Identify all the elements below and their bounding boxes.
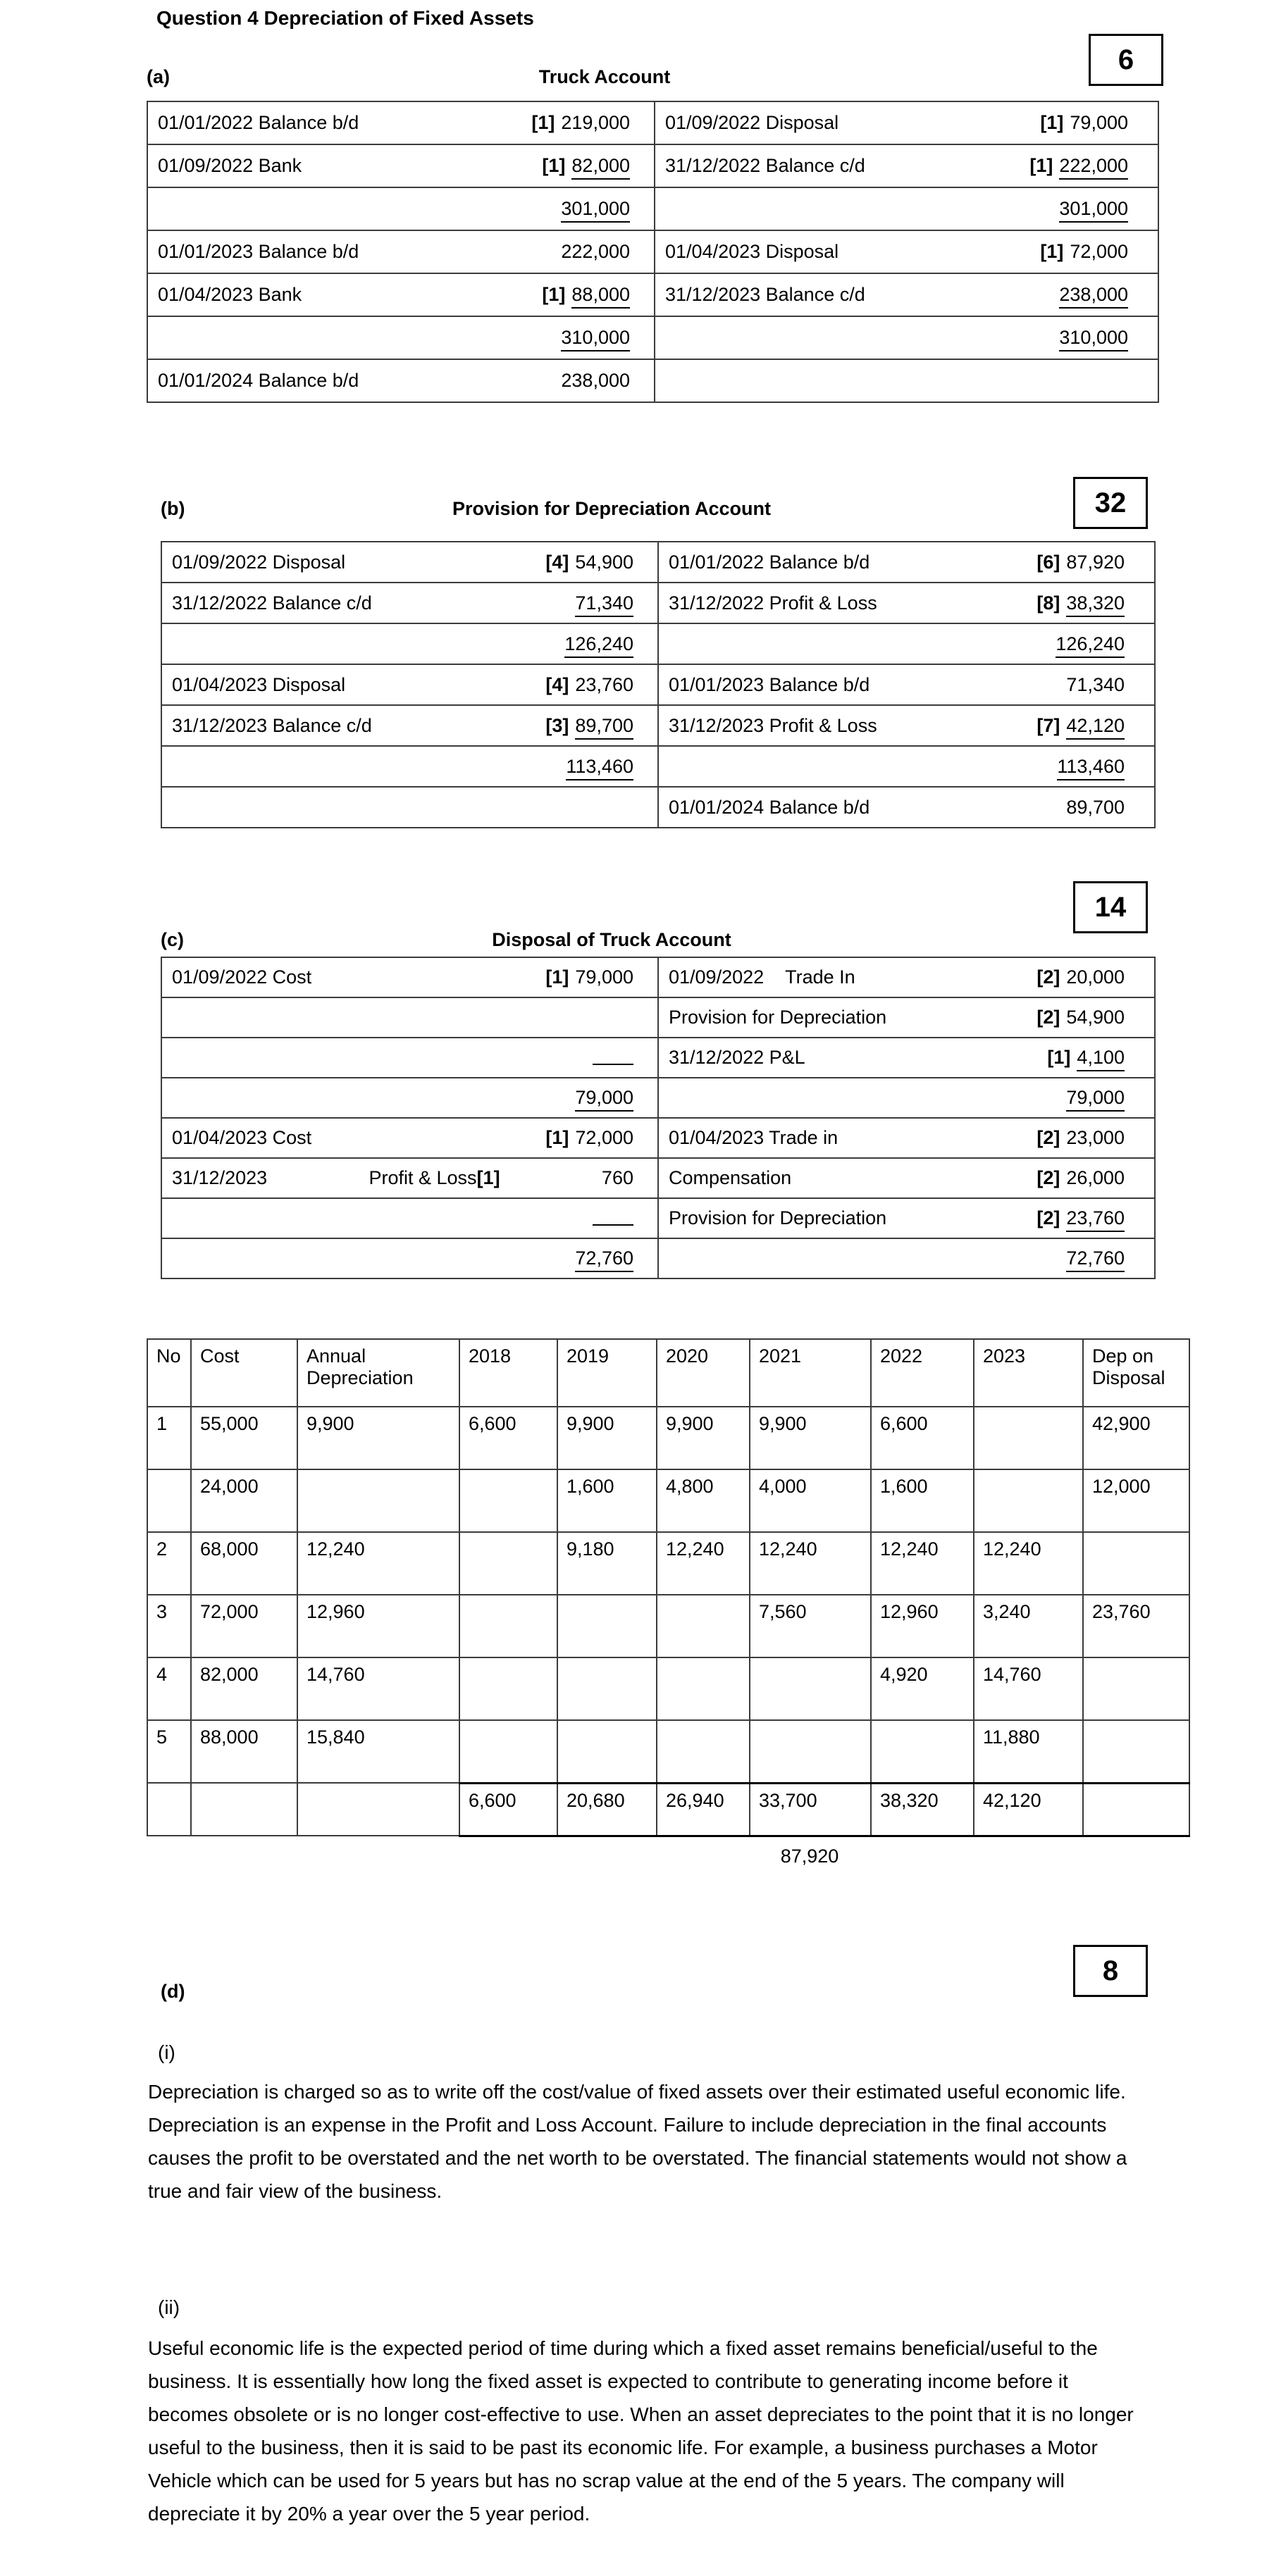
sched-cell: 1,600 bbox=[557, 1469, 657, 1532]
entry-desc bbox=[161, 787, 510, 828]
account-row bbox=[161, 787, 1155, 828]
entry-desc: 31/12/2023 Balance c/d bbox=[655, 273, 993, 316]
mark-ref: [1] bbox=[545, 966, 569, 988]
sched-header: No bbox=[147, 1339, 191, 1407]
entry-amt bbox=[510, 664, 658, 705]
sched-cell bbox=[750, 1720, 871, 1783]
entry-desc bbox=[161, 1078, 510, 1118]
page-title: Question 4 Depreciation of Fixed Assets bbox=[156, 7, 534, 29]
profit-loss-line bbox=[172, 1167, 657, 1189]
amt-value: 89,700 bbox=[575, 715, 633, 740]
mark-ref: [2] bbox=[1036, 1007, 1060, 1028]
entry-desc: 01/04/2023 Bank bbox=[147, 273, 500, 316]
amt-value: 72,000 bbox=[1070, 241, 1128, 262]
entry-desc: 01/01/2024 Balance b/d bbox=[147, 359, 500, 402]
amt-value: 113,460 bbox=[566, 756, 633, 780]
amt-value: 72,000 bbox=[575, 1127, 633, 1148]
sched-total-cell: 38,320 bbox=[871, 1783, 974, 1836]
sched-cell: 6,600 bbox=[871, 1407, 974, 1469]
sched-header: Annual Depreciation bbox=[297, 1339, 459, 1407]
sched-cell: 14,760 bbox=[297, 1657, 459, 1720]
entry-desc: 01/01/2023 Balance b/d bbox=[658, 664, 986, 705]
entry-amt bbox=[500, 187, 655, 230]
sched-row bbox=[147, 1720, 1189, 1783]
sched-cell: 4 bbox=[147, 1657, 191, 1720]
mark-ref: [2] bbox=[1036, 966, 1060, 988]
sched-cell bbox=[459, 1657, 557, 1720]
sched-header: Dep on Disposal bbox=[1083, 1339, 1189, 1407]
account-row bbox=[147, 187, 1158, 230]
entry-amt bbox=[510, 1198, 658, 1238]
sched-cell: 6,600 bbox=[459, 1407, 557, 1469]
amt-value: 71,340 bbox=[1066, 673, 1125, 695]
amt-value: 301,000 bbox=[561, 198, 630, 223]
account-row bbox=[161, 1158, 1155, 1198]
sched-header-row bbox=[147, 1339, 1189, 1407]
amt-value: 760 bbox=[601, 1167, 633, 1188]
sched-cell: 7,560 bbox=[750, 1595, 871, 1657]
entry-desc bbox=[161, 746, 510, 787]
entry-desc: 01/09/2022 Disposal bbox=[161, 542, 510, 583]
account-row bbox=[147, 273, 1158, 316]
entry-desc bbox=[161, 1238, 510, 1278]
blank-total-line bbox=[593, 1206, 633, 1226]
entry-amt bbox=[510, 1238, 658, 1278]
entry-amt bbox=[993, 316, 1158, 359]
entry-amt bbox=[986, 1158, 1155, 1198]
entry-desc bbox=[147, 187, 500, 230]
entry-amt bbox=[510, 1038, 658, 1078]
sched-header: 2022 bbox=[871, 1339, 974, 1407]
sched-row bbox=[147, 1469, 1189, 1532]
sched-cell: 4,920 bbox=[871, 1657, 974, 1720]
amt-value: 71,340 bbox=[575, 592, 633, 617]
sched-cell bbox=[657, 1595, 750, 1657]
sched-cell: 12,240 bbox=[871, 1532, 974, 1595]
account-row bbox=[161, 746, 1155, 787]
mark-ref: [1] bbox=[1047, 1047, 1071, 1068]
amt-value: 54,900 bbox=[1066, 1007, 1125, 1028]
sched-cell: 82,000 bbox=[191, 1657, 297, 1720]
sched-cell: 9,900 bbox=[557, 1407, 657, 1469]
entry-desc: 01/04/2023 Disposal bbox=[161, 664, 510, 705]
amt-value: 20,000 bbox=[1066, 966, 1125, 988]
entry-amt bbox=[993, 144, 1158, 187]
entry-amt bbox=[986, 1198, 1155, 1238]
amt-value: 310,000 bbox=[1059, 327, 1128, 351]
sched-cell: 12,240 bbox=[297, 1532, 459, 1595]
entry-amt bbox=[986, 746, 1155, 787]
provision-account-table bbox=[161, 541, 1156, 828]
sched-cell: 5 bbox=[147, 1720, 191, 1783]
entry-desc bbox=[658, 623, 986, 664]
sched-total-cell: 26,940 bbox=[657, 1783, 750, 1836]
entry-desc: Provision for Depreciation bbox=[658, 1198, 986, 1238]
sched-header: 2019 bbox=[557, 1339, 657, 1407]
account-row bbox=[161, 1238, 1155, 1278]
sched-header: 2020 bbox=[657, 1339, 750, 1407]
sched-cell: 55,000 bbox=[191, 1407, 297, 1469]
entry-desc: 31/12/2022 Balance c/d bbox=[655, 144, 993, 187]
entry-desc bbox=[161, 997, 510, 1038]
sched-cell: 2 bbox=[147, 1532, 191, 1595]
account-row bbox=[147, 144, 1158, 187]
sched-cell bbox=[974, 1407, 1083, 1469]
entry-amt bbox=[510, 583, 658, 623]
sched-totals-row bbox=[147, 1783, 1189, 1836]
sched-cell: 23,760 bbox=[1083, 1595, 1189, 1657]
entry-desc bbox=[655, 316, 993, 359]
amt-value: 72,760 bbox=[1066, 1247, 1125, 1272]
sched-header: 2021 bbox=[750, 1339, 871, 1407]
entry-desc bbox=[655, 187, 993, 230]
sched-cell: 14,760 bbox=[974, 1657, 1083, 1720]
amt-value: 72,760 bbox=[575, 1247, 633, 1272]
entry-amt bbox=[986, 542, 1155, 583]
entry-amt bbox=[510, 957, 658, 997]
entry-amt bbox=[510, 787, 658, 828]
account-heading-b: Provision for Depreciation Account bbox=[452, 498, 772, 519]
account-row bbox=[161, 664, 1155, 705]
mark-ref: [3] bbox=[545, 714, 569, 736]
mark-ref: [1] bbox=[1040, 112, 1064, 133]
sched-cell: 9,900 bbox=[657, 1407, 750, 1469]
entry-desc: 01/09/2022 Disposal bbox=[655, 101, 993, 144]
entry-amt bbox=[500, 101, 655, 144]
sched-cell: 3,240 bbox=[974, 1595, 1083, 1657]
entry-amt bbox=[500, 359, 655, 402]
entry-amt bbox=[986, 957, 1155, 997]
answer-label-i: (i) bbox=[158, 2041, 175, 2063]
sched-cell: 68,000 bbox=[191, 1532, 297, 1595]
account-row bbox=[161, 623, 1155, 664]
sched-total-cell: 33,700 bbox=[750, 1783, 871, 1836]
amt-value: 79,000 bbox=[575, 1087, 633, 1112]
marks-box-c bbox=[1073, 881, 1148, 933]
account-row bbox=[147, 359, 1158, 402]
sched-cell: 12,960 bbox=[297, 1595, 459, 1657]
marks-value: 32 bbox=[1094, 487, 1127, 518]
amt-value: 238,000 bbox=[561, 370, 630, 391]
sched-cell bbox=[657, 1720, 750, 1783]
amt-value: 219,000 bbox=[561, 112, 630, 133]
entry-amt bbox=[510, 705, 658, 746]
amt-value: 23,000 bbox=[1066, 1127, 1125, 1148]
sched-cell: 88,000 bbox=[191, 1720, 297, 1783]
marks-value: 8 bbox=[1102, 1955, 1119, 1986]
entry-amt bbox=[993, 273, 1158, 316]
amt-value: 88,000 bbox=[571, 284, 630, 309]
entry-desc: 01/01/2022 Balance b/d bbox=[658, 542, 986, 583]
account-row bbox=[161, 1118, 1155, 1158]
entry-amt bbox=[986, 623, 1155, 664]
mark-ref: [1] bbox=[476, 1167, 500, 1188]
amt-value: 23,760 bbox=[575, 673, 633, 695]
sched-cell bbox=[1083, 1720, 1189, 1783]
entry-text-part: Profit & Loss bbox=[369, 1167, 477, 1188]
entry-desc bbox=[147, 316, 500, 359]
mark-ref: [1] bbox=[531, 112, 555, 133]
entry-desc: 31/12/2023 Profit & Loss bbox=[658, 705, 986, 746]
entry-desc: 01/04/2023 Disposal bbox=[655, 230, 993, 273]
sched-total-cell: 42,120 bbox=[974, 1783, 1083, 1836]
account-row bbox=[147, 230, 1158, 273]
sched-cell: 12,000 bbox=[1083, 1469, 1189, 1532]
mark-ref: [1] bbox=[542, 284, 566, 305]
entry-desc: 01/01/2022 Balance b/d bbox=[147, 101, 500, 144]
entry-desc: 01/04/2023 Cost bbox=[161, 1118, 510, 1158]
account-row bbox=[161, 1078, 1155, 1118]
mark-ref: [2] bbox=[1036, 1207, 1060, 1228]
truck-account-table bbox=[147, 101, 1159, 403]
sched-cell: 1,600 bbox=[871, 1469, 974, 1532]
amt-value: 238,000 bbox=[1059, 284, 1128, 309]
entry-desc: 31/12/2023 Balance c/d bbox=[161, 705, 510, 746]
amt-value: 42,120 bbox=[1066, 715, 1125, 740]
amt-value: 79,000 bbox=[1066, 1087, 1125, 1112]
amt-value: 301,000 bbox=[1059, 198, 1128, 223]
mark-ref: [6] bbox=[1036, 551, 1060, 573]
sched-cell bbox=[147, 1469, 191, 1532]
entry-desc bbox=[658, 746, 986, 787]
mark-ref: [4] bbox=[545, 673, 569, 695]
entry-desc: 01/09/2022 Cost bbox=[161, 957, 510, 997]
entry-amt bbox=[500, 144, 655, 187]
account-row bbox=[161, 957, 1155, 997]
entry-amt bbox=[510, 746, 658, 787]
mark-ref: [7] bbox=[1036, 714, 1060, 736]
entry-desc: 01/01/2024 Balance b/d bbox=[658, 787, 986, 828]
entry-desc bbox=[658, 1238, 986, 1278]
amt-value: 310,000 bbox=[561, 327, 630, 351]
account-row bbox=[147, 316, 1158, 359]
sched-cell bbox=[557, 1595, 657, 1657]
entry-amt bbox=[986, 787, 1155, 828]
amt-value: 222,000 bbox=[1059, 155, 1128, 180]
entry-amt bbox=[986, 1078, 1155, 1118]
section-label-a: (a) bbox=[147, 66, 170, 87]
amt-value: 126,240 bbox=[1056, 633, 1125, 658]
entry-amt bbox=[510, 542, 658, 583]
account-row bbox=[161, 705, 1155, 746]
sched-cell: 24,000 bbox=[191, 1469, 297, 1532]
sched-cell bbox=[191, 1783, 297, 1836]
entry-desc bbox=[161, 1158, 658, 1198]
account-row bbox=[161, 583, 1155, 623]
sched-cell: 4,000 bbox=[750, 1469, 871, 1532]
sched-cell bbox=[974, 1469, 1083, 1532]
sched-cell: 15,840 bbox=[297, 1720, 459, 1783]
sched-cell: 12,240 bbox=[657, 1532, 750, 1595]
answer-label-ii: (ii) bbox=[158, 2296, 180, 2318]
account-row bbox=[161, 542, 1155, 583]
sched-cell: 12,240 bbox=[974, 1532, 1083, 1595]
sched-cell bbox=[459, 1595, 557, 1657]
entry-desc: 01/04/2023 Trade in bbox=[658, 1118, 986, 1158]
amt-value: 87,920 bbox=[1066, 551, 1125, 573]
sched-cell bbox=[557, 1720, 657, 1783]
section-label-b: (b) bbox=[161, 498, 185, 519]
entry-amt bbox=[993, 230, 1158, 273]
account-row bbox=[161, 1198, 1155, 1238]
sched-header: 2023 bbox=[974, 1339, 1083, 1407]
amt-value: 89,700 bbox=[1066, 796, 1125, 818]
entry-amt bbox=[986, 705, 1155, 746]
amt-value: 82,000 bbox=[571, 155, 630, 180]
entry-amt bbox=[500, 273, 655, 316]
sched-cell: 1 bbox=[147, 1407, 191, 1469]
entry-desc bbox=[161, 623, 510, 664]
sched-cell bbox=[1083, 1657, 1189, 1720]
sched-row bbox=[147, 1407, 1189, 1469]
entry-amt bbox=[510, 997, 658, 1038]
account-heading-c: Disposal of Truck Account bbox=[492, 929, 731, 950]
amt-value: 23,760 bbox=[1066, 1207, 1125, 1232]
entry-amt bbox=[993, 101, 1158, 144]
sched-cell bbox=[657, 1657, 750, 1720]
entry-amt bbox=[510, 1078, 658, 1118]
sched-cell bbox=[147, 1783, 191, 1836]
sched-cell: 12,960 bbox=[871, 1595, 974, 1657]
entry-desc bbox=[161, 1198, 510, 1238]
entry-amt bbox=[500, 316, 655, 359]
mark-ref: [1] bbox=[545, 1127, 569, 1148]
sched-cell bbox=[1083, 1532, 1189, 1595]
amt-value: 222,000 bbox=[561, 241, 630, 262]
mark-ref: [1] bbox=[1040, 241, 1064, 262]
sched-cell: 9,900 bbox=[750, 1407, 871, 1469]
entry-amt bbox=[986, 997, 1155, 1038]
answer-paragraph-ii: Useful economic life is the expected period of time during which a fixed asset remains beneficial/useful to the business. It is essentially how long the fixed asset is expected to contribute to generating income before it becomes obsolete or is no longer cost-effective to use. When an asset depreciates to the point that it is no longer useful to the business, then it is said to be past its economic life. For example, a business purchases a Motor Vehicle which can be used for 5 years but has no scrap value at the end of the 5 years. The company will depreciate it by 20% a year over the 5 year period. bbox=[148, 2337, 1134, 2525]
marks-value: 14 bbox=[1094, 891, 1127, 923]
amt-value: 54,900 bbox=[575, 551, 633, 573]
sched-cell bbox=[871, 1720, 974, 1783]
section-label-c: (c) bbox=[161, 929, 184, 950]
sched-total-cell bbox=[1083, 1783, 1189, 1836]
amt-value: 4,100 bbox=[1077, 1047, 1125, 1071]
cumulative-depreciation-total: 87,920 bbox=[780, 1846, 839, 1867]
entry-amt bbox=[986, 664, 1155, 705]
entry-text bbox=[369, 1167, 500, 1189]
amt-value: 38,320 bbox=[1066, 592, 1125, 617]
entry-amt bbox=[500, 230, 655, 273]
marks-box-b bbox=[1073, 477, 1148, 529]
sched-cell: 9,900 bbox=[297, 1407, 459, 1469]
entry-desc bbox=[161, 1038, 510, 1078]
sched-cell bbox=[750, 1657, 871, 1720]
section-label-d: (d) bbox=[161, 1981, 185, 2002]
entry-amt bbox=[986, 1238, 1155, 1278]
mark-ref: [4] bbox=[545, 551, 569, 573]
entry-desc bbox=[655, 359, 993, 402]
sched-cell: 9,180 bbox=[557, 1532, 657, 1595]
account-row bbox=[147, 101, 1158, 144]
answer-paragraph-i: Depreciation is charged so as to write off the cost/value of fixed assets over their estimated useful economic life. Depreciation is an expense in the Profit and Loss Account. Failure to include depreciation in the final accounts causes the profit to be overstated and the net worth to be overstated. The financial statements would not show a true and fair view of the business. bbox=[148, 2081, 1127, 2202]
mark-ref: [1] bbox=[542, 155, 566, 176]
mark-ref: [8] bbox=[1036, 592, 1060, 614]
entry-desc: 31/12/2022 Balance c/d bbox=[161, 583, 510, 623]
sched-cell bbox=[297, 1469, 459, 1532]
entry-desc: 01/09/2022 Trade In bbox=[658, 957, 986, 997]
sched-cell: 11,880 bbox=[974, 1720, 1083, 1783]
entry-amt bbox=[993, 359, 1158, 402]
sched-row bbox=[147, 1532, 1189, 1595]
marks-box-a bbox=[1089, 34, 1163, 86]
sched-cell: 12,240 bbox=[750, 1532, 871, 1595]
mark-ref: [1] bbox=[1029, 155, 1053, 176]
blank-total-line bbox=[593, 1045, 633, 1065]
sched-total-cell: 20,680 bbox=[557, 1783, 657, 1836]
entry-amt bbox=[510, 1118, 658, 1158]
depreciation-schedule-table bbox=[147, 1338, 1190, 1837]
sched-cell bbox=[459, 1469, 557, 1532]
sched-cell bbox=[459, 1532, 557, 1595]
marks-box-d bbox=[1073, 1945, 1148, 1997]
sched-cell bbox=[557, 1657, 657, 1720]
sched-cell: 72,000 bbox=[191, 1595, 297, 1657]
marks-value: 6 bbox=[1118, 44, 1134, 75]
amt-value: 79,000 bbox=[1070, 112, 1128, 133]
entry-amt bbox=[986, 1038, 1155, 1078]
sched-cell: 42,900 bbox=[1083, 1407, 1189, 1469]
sched-row bbox=[147, 1595, 1189, 1657]
account-row bbox=[161, 1038, 1155, 1078]
sched-cell: 3 bbox=[147, 1595, 191, 1657]
entry-desc: 31/12/2022 Profit & Loss bbox=[658, 583, 986, 623]
sched-header: 2018 bbox=[459, 1339, 557, 1407]
entry-desc: 01/09/2022 Bank bbox=[147, 144, 500, 187]
mark-ref: [2] bbox=[1036, 1167, 1060, 1188]
mark-ref: [2] bbox=[1036, 1127, 1060, 1148]
entry-desc: Provision for Depreciation bbox=[658, 997, 986, 1038]
sched-cell: 4,800 bbox=[657, 1469, 750, 1532]
account-heading-a: Truck Account bbox=[538, 66, 671, 87]
sched-total-cell: 6,600 bbox=[459, 1783, 557, 1836]
sched-cell bbox=[297, 1783, 459, 1836]
entry-desc: 31/12/2022 P&L bbox=[658, 1038, 986, 1078]
entry-amt bbox=[986, 583, 1155, 623]
entry-desc: 01/01/2023 Balance b/d bbox=[147, 230, 500, 273]
entry-amt bbox=[510, 623, 658, 664]
entry-desc: Compensation bbox=[658, 1158, 986, 1198]
amt-value: 113,460 bbox=[1057, 756, 1125, 780]
amt-value: 126,240 bbox=[564, 633, 633, 658]
sched-row bbox=[147, 1657, 1189, 1720]
entry-amt bbox=[993, 187, 1158, 230]
disposal-account-table bbox=[161, 957, 1156, 1279]
entry-desc bbox=[658, 1078, 986, 1118]
amt-value: 79,000 bbox=[575, 966, 633, 988]
entry-date: 31/12/2023 bbox=[172, 1167, 268, 1188]
sched-header: Cost bbox=[191, 1339, 297, 1407]
account-row bbox=[161, 997, 1155, 1038]
sched-cell bbox=[459, 1720, 557, 1783]
entry-amt bbox=[986, 1118, 1155, 1158]
amt-value: 26,000 bbox=[1066, 1167, 1125, 1188]
